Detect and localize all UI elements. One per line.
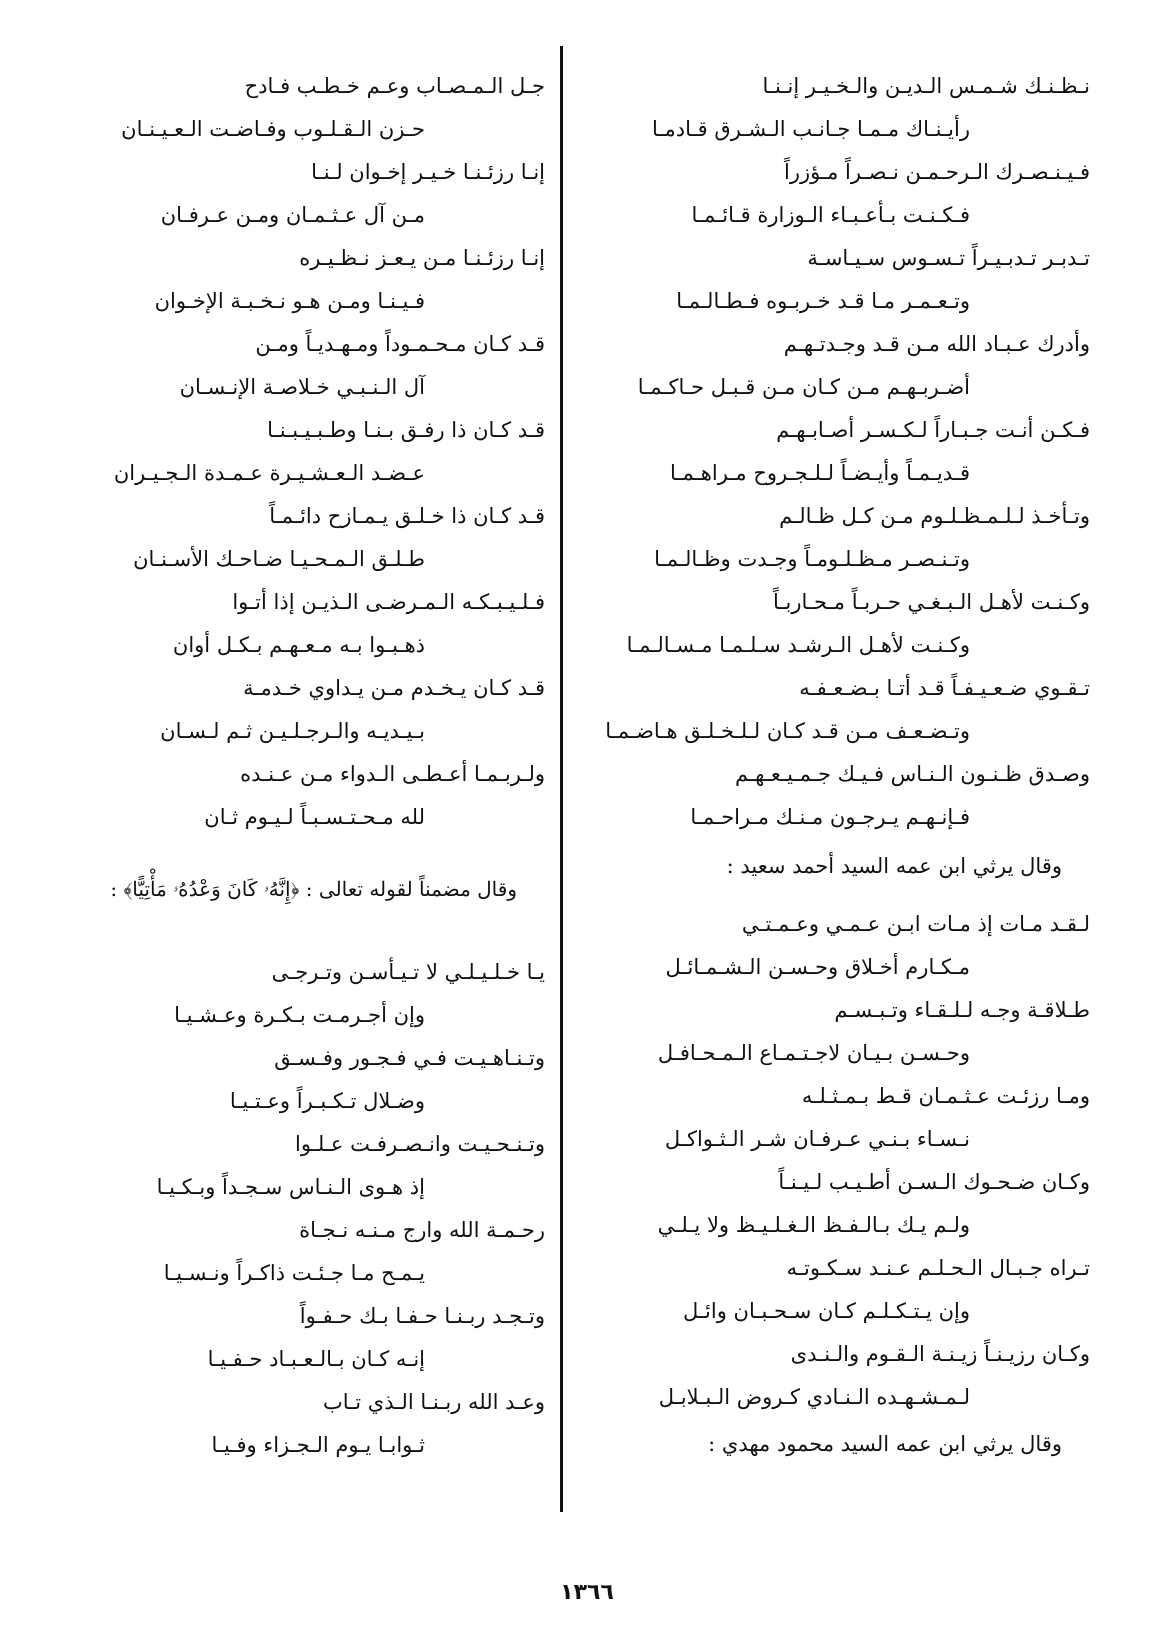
verse-line: وضـلال تـكـبـراً وعـتـيـا (229, 1089, 425, 1113)
verse-line: رأيـنـاك مـمـا جـانـب الـشـرق قـادمـا (651, 117, 970, 141)
verse-line: قـديـمـاً وأيـضـاً لـلـجـروح مـراهـمـا (669, 461, 970, 485)
verse-line: وتـجـد ربـنـا حـفـا بـك حـفـواً (299, 1304, 545, 1328)
verse-line: تـراه جـبـال الـحـلـم عـنـد سـكـوتـه (786, 1256, 1090, 1280)
verse-line: وعـد الله ربـنـا الـذي تـاب (322, 1390, 545, 1414)
verse-line: ومـا رزئـت عـثـمـان قـط بـمـثـلـه (801, 1084, 1090, 1108)
section-heading: وقال مضمناً لقوله تعالى : ﴿إِنَّهُۥ كَانَ وَعْدُهُۥ مَأْتِيًّا﴾ : (110, 877, 517, 901)
verse-line: وتـنـحـيـت وانـصـرفـت عـلـوا (294, 1132, 545, 1156)
verse-line: إنـا رزئـنـا خـيـر إخـوان لـنـا (311, 160, 545, 184)
verse-line: وإن يـتـكـلـم كـان سـحـبـان وائـل (682, 1299, 970, 1323)
verse-line: وأدرك عـبـاد الله مـن قـد وجـدتـهـم (783, 332, 1090, 356)
verse-line: ولـم يـك بـالـفـظ الـغـلـيـظ ولا يـلـي (657, 1213, 970, 1237)
verse-line: ذهـبـوا بـه مـعـهـم بـكـل أوان (172, 633, 425, 657)
verse-line: وتـنـاهـيـت فـي فـجـور وفـسـق (274, 1046, 545, 1070)
verse-line: آل الـنـبـي خـلاصـة الإنـسـان (179, 375, 425, 399)
verse-line: نـظـنـك شـمـس الـديـن والـخـيـر إنـنـا (762, 74, 1090, 98)
verse-line: قـد كـان ذا خـلـق يـمـازح دائـمـاً (269, 504, 545, 528)
section-heading: وقال يرثي ابن عمه السيد أحمد سعيد : (726, 854, 1062, 878)
verse-line: حـزن الـقـلـوب وفـاضـت الـعـيـنـان (121, 117, 425, 141)
verse-line: عـضـد الـعـشـيـرة عـمـدة الـجـيـران (113, 461, 425, 485)
verse-line: رحـمـة الله وارج مـنـه نـجـاة (299, 1218, 545, 1242)
verse-line: فـيـنـصـرك الـرحـمـن نـصـراً مـؤزراً (784, 160, 1090, 184)
verse-line: وتـنـصـر مـظـلـومـاً وجـدت وظـالـمـا (654, 547, 970, 571)
verse-line: ثـوابـا يـوم الـجـزاء وفـيـا (211, 1433, 425, 1457)
verse-line: جـل الـمـصـاب وعـم خـطـب فـادح (244, 74, 545, 98)
verse-line: نـسـاء بـنـي عـرفـان شـر الـثـواكـل (664, 1127, 970, 1151)
verse-line: قـد كـان ذا رفـق بـنـا وطـبـيـبـنـا (267, 418, 545, 442)
verse-line: إنـه كـان بـالـعـبـاد حـفـيـا (207, 1347, 425, 1371)
verse-line: ولـربـمـا أعـطـى الـدواء مـن عـنـده (240, 762, 545, 786)
verse-line: طـلـق الـمـحـيـا ضـاحـك الأسـنـان (133, 547, 425, 571)
verse-line: طـلاقـة وجـه لـلـقـاء وتـبـسـم (834, 998, 1090, 1022)
verse-line: لـقـد مـات إذ مـات ابـن عـمـي وعـمـتـي (741, 912, 1090, 936)
verse-line: فـكـنـت بـأعـبـاء الـوزارة قـائـمـا (691, 203, 970, 227)
verse-line: فـلـيـبـكـه الـمـرضـى الـذيـن إذا أتـوا (232, 590, 545, 614)
verse-line: فـكـن أنـت جـبـاراً لـكـسـر أصـابـهـم (776, 418, 1090, 442)
verse-line: تـدبـر تـدبـيـراً تـسـوس سـيـاسـة (807, 246, 1090, 270)
verse-line: وكـان ضـحـوك الـسـن أطـيـب لـيـنـاً (778, 1170, 1090, 1194)
verse-line: إنـا رزئـنـا مـن يـعـز نـظـيـره (299, 246, 545, 270)
verse-line: مـكـارم أخـلاق وحـسـن الـشـمـائـل (665, 955, 970, 979)
verse-line: إذ هـوى الـنـاس سـجـداً وبـكـيـا (156, 1175, 425, 1199)
verse-line: يـمـح مـا جـئـت ذاكـراً ونـسـيـا (163, 1261, 425, 1285)
verse-line: وحـسـن بـيـان لاجـتـمـاع الـمـحـافـل (657, 1041, 970, 1065)
verse-line: تـقـوي ضـعـيـفـاً قـد أتـا بـضـعـفـه (799, 676, 1090, 700)
verse-line: لـمـشـهـده الـنـادي كـروض الـبـلابـل (658, 1385, 970, 1409)
verse-line: فـيـنـا ومـن هـو نـخـبـة الإخـوان (154, 289, 425, 313)
verse-line: لله مـحـتـسـبـاً لـيـوم ثـان (204, 805, 425, 829)
verse-line: قـد كـان يـخـدم مـن يـداوي خـدمـة (243, 676, 545, 700)
verse-line: مـن آل عـثـمـان ومـن عـرفـان (160, 203, 425, 227)
verse-line: فـإنـهـم يـرجـون مـنـك مـراحـمـا (690, 805, 970, 829)
verse-line: وكـنـت لأهـل الـبـغـي حـربـاً مـحـاربـاً (772, 590, 1090, 614)
column-divider (560, 46, 563, 1512)
page-number: ١٣٦٦ (560, 1580, 614, 1605)
verse-line: أضـربـهـم مـن كـان مـن قـبـل حـاكـمـا (637, 375, 970, 399)
verse-line: وإن أجـرمـت بـكـرة وعـشـيـا (174, 1003, 425, 1027)
verse-line: وتـعـمـر مـا قـد خـربـوه فـطـالـمـا (676, 289, 970, 313)
verse-line: وكـنـت لأهـل الـرشـد سـلـمـا مـسـالـمـا (626, 633, 970, 657)
verse-line: وكـان رزيـنـاً زيـنـة الـقـوم والـنـدى (790, 1342, 1090, 1366)
verse-line: يـا خـلـيـلـي لا تـيـأسـن وتـرجـى (271, 960, 545, 984)
verse-line: وصـدق ظـنـون الـنـاس فـيـك جـمـيـعـهـم (734, 762, 1090, 786)
verse-line: قـد كـان مـحـمـوداً ومـهـديـاً ومـن (255, 332, 545, 356)
verse-line: وتـأخـذ لـلـمـظـلـوم مـن كـل ظـالـم (779, 504, 1090, 528)
section-heading: وقال يرثي ابن عمه السيد محمود مهدي : (708, 1432, 1062, 1456)
verse-line: وتـضـعـف مـن قـد كـان لـلـخـلـق هـاضـمـا (605, 719, 970, 743)
verse-line: بـيـديـه والـرجـلـيـن ثـم لـسـان (160, 719, 425, 743)
